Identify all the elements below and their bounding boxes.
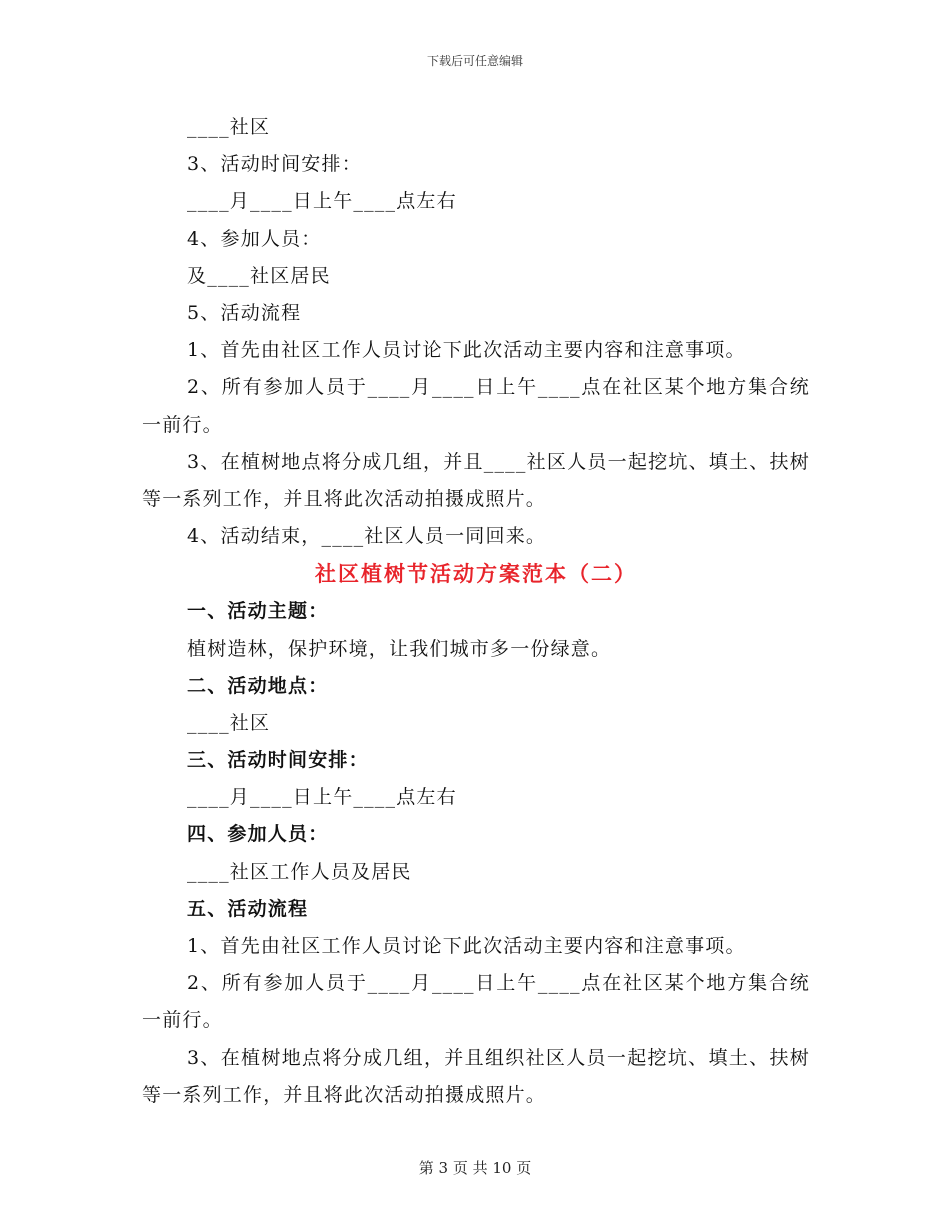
participants2-text: ____社区工作人员及居民 bbox=[187, 860, 412, 883]
location-line: ____社区 bbox=[187, 116, 271, 138]
process2-heading: 五、活动流程 bbox=[187, 897, 309, 920]
theme-heading: 一、活动主题： bbox=[187, 600, 329, 623]
location-text: ____社区 bbox=[187, 711, 271, 734]
process2-step-3: 3、在植树地点将分成几组，并且组织社区人员一起挖坑、填土、扶树等一系列工作，并且将此次活动拍摄成照片。 bbox=[142, 1046, 810, 1106]
process2-step-1: 1、首先由社区工作人员讨论下此次活动主要内容和注意事项。 bbox=[187, 935, 746, 957]
schedule-line: ____月____日上午____点左右 bbox=[187, 190, 457, 213]
time-heading: 三、活动时间安排： bbox=[187, 749, 369, 772]
process-step-4: 4、活动结束，____社区人员一同回来。 bbox=[187, 525, 547, 548]
process-step-1: 1、首先由社区工作人员讨论下此次活动主要内容和注意事项。 bbox=[187, 339, 746, 362]
section-title: 社区植树节活动方案范本（二） bbox=[315, 561, 637, 587]
process-heading: 5、活动流程 bbox=[187, 301, 302, 324]
time-text: ____月____日上午____点左右 bbox=[187, 786, 457, 809]
location-heading: 二、活动地点： bbox=[187, 674, 329, 697]
theme-text: 植树造林，保护环境，让我们城市多一份绿意。 bbox=[187, 637, 612, 660]
participants-heading: 4、参加人员： bbox=[187, 227, 322, 250]
participants-line: 及____社区居民 bbox=[187, 264, 331, 287]
page-header: 下载后可任意编辑 bbox=[426, 54, 523, 68]
process2-step-2: 2、所有参加人员于____月____日上午____点在社区某个地方集合统一前行。 bbox=[142, 972, 810, 1032]
document-body bbox=[142, 109, 810, 1114]
participants2-heading: 四、参加人员： bbox=[187, 823, 329, 846]
process-step-2: 2、所有参加人员于____月____日上午____点在社区某个地方集合统一前行。 bbox=[142, 376, 810, 436]
process-step-3: 3、在植树地点将分成几组，并且____社区人员一起挖坑、填土、扶树等一系列工作，并且将此次活动拍摄成照片。 bbox=[142, 450, 810, 510]
page-footer: 第 3 页 共 10 页 bbox=[418, 1159, 532, 1177]
schedule-heading: 3、活动时间安排： bbox=[187, 153, 362, 176]
